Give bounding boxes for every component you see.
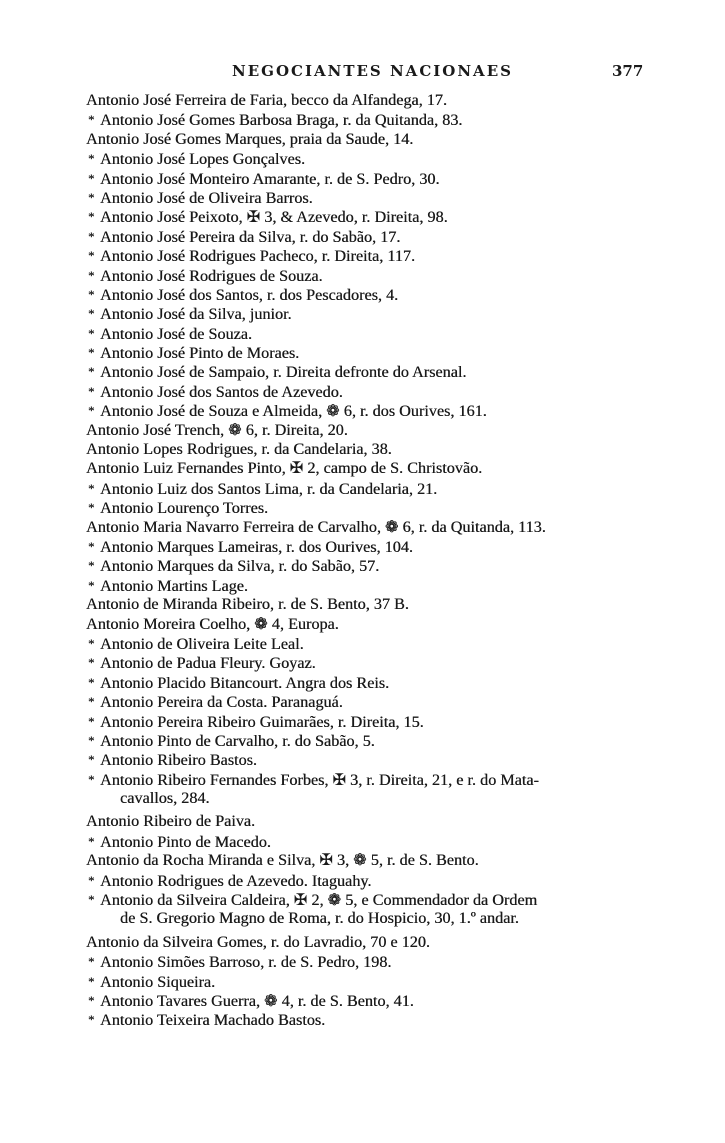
entry-text: Antonio Ribeiro de Paiva. <box>86 812 256 831</box>
list-item <box>86 362 686 381</box>
list-item <box>86 972 686 991</box>
entry-text: Antonio José de Souza. <box>100 324 252 343</box>
list-item <box>86 207 686 226</box>
asterisk-icon: * <box>88 577 95 593</box>
entry-text: Antonio Placido Bitancourt. Angra dos Reis. <box>100 673 390 692</box>
entry-text: Antonio da Silveira Gomes, r. do Lavradio, 70 e 120. <box>86 932 430 951</box>
list-item <box>86 498 686 517</box>
list-item <box>86 673 686 692</box>
entry-text: Antonio José Rodrigues Pacheco, r. Direita, 117. <box>100 247 415 266</box>
list-item <box>86 518 686 537</box>
entry-text: Antonio José Pereira da Silva, r. do Sabão, 17. <box>100 227 401 246</box>
entry-text: Antonio Pinto de Macedo. <box>100 832 271 851</box>
entry-text: Antonio José da Silva, junior. <box>100 305 292 324</box>
list-item <box>86 266 686 285</box>
asterisk-icon: * <box>88 992 95 1008</box>
entry-text: Antonio José de Oliveira Barros. <box>100 188 313 207</box>
list-item <box>86 731 686 750</box>
list-item <box>86 812 686 831</box>
entry-text: Antonio Luiz dos Santos Lima, r. da Candelaria, 21. <box>100 479 438 498</box>
section-title: NEGOCIANTES NACIONAES <box>232 62 513 80</box>
entry-text: Antonio José Trench, ❁ 6, r. Direita, 20. <box>86 420 348 439</box>
asterisk-icon: * <box>88 694 95 710</box>
asterisk-icon: * <box>88 306 95 322</box>
list-item <box>86 149 686 168</box>
list-item <box>86 382 686 401</box>
entry-text: Antonio Rodrigues de Azevedo. Itaguahy. <box>100 871 372 890</box>
asterisk-icon: * <box>88 189 95 205</box>
entry-text: Antonio José Gomes Marques, praia da Saude, 14. <box>86 129 414 148</box>
entry-text: de S. Gregorio Magno de Roma, r. do Hospicio, 30, 1.º andar. <box>120 909 519 928</box>
merchant-list <box>86 91 686 1030</box>
entry-text: Antonio Pereira Ribeiro Guimarães, r. Direita, 15. <box>100 712 424 731</box>
entry-text: Antonio Ribeiro Bastos. <box>100 751 257 770</box>
entry-text: Antonio Simões Barroso, r. de S. Pedro, 198. <box>100 953 392 972</box>
entry-text: Antonio Pereira da Costa. Paranaguá. <box>100 693 343 712</box>
asterisk-icon: * <box>88 383 95 399</box>
entry-text: Antonio da Silveira Caldeira, ✠ 2, ❁ 5, e Commendador da Ordem <box>100 891 538 910</box>
entry-text: Antonio José dos Santos de Azevedo. <box>100 382 343 401</box>
list-item <box>86 401 686 420</box>
entry-text: Antonio Siqueira. <box>100 972 216 991</box>
asterisk-icon: * <box>88 500 95 516</box>
list-item <box>86 130 686 149</box>
asterisk-icon: * <box>88 833 95 849</box>
list-item <box>86 324 686 343</box>
list-item-continuation <box>86 909 686 928</box>
list-item <box>86 871 686 890</box>
entry-text: Antonio Tavares Guerra, ❁ 4, r. de S. Bento, 41. <box>100 991 414 1010</box>
list-item <box>86 459 686 478</box>
asterisk-icon: * <box>88 872 95 888</box>
list-item <box>86 576 686 595</box>
list-item <box>86 851 686 870</box>
asterisk-icon: * <box>88 713 95 729</box>
list-item <box>86 615 686 634</box>
entry-text: Antonio José dos Santos, r. dos Pescadores, 4. <box>100 285 399 304</box>
asterisk-icon: * <box>88 267 95 283</box>
entry-text: Antonio Teixeira Machado Bastos. <box>100 1011 326 1030</box>
entry-text: Antonio de Miranda Ribeiro, r. de S. Bento, 37 B. <box>86 595 409 614</box>
asterisk-icon: * <box>88 209 95 225</box>
entry-text: Antonio José Gomes Barbosa Braga, r. da Quitanda, 83. <box>100 111 463 130</box>
entry-text: Antonio Lopes Rodrigues, r. da Candelaria, 38. <box>86 440 392 459</box>
running-header <box>0 62 725 86</box>
asterisk-icon: * <box>88 364 95 380</box>
list-item <box>86 556 686 575</box>
list-item <box>86 285 686 304</box>
page-number: 377 <box>612 62 644 80</box>
list-item <box>86 653 686 672</box>
entry-text: Antonio de Padua Fleury. Goyaz. <box>100 654 316 673</box>
list-item <box>86 595 686 614</box>
asterisk-icon: * <box>88 403 95 419</box>
asterisk-icon: * <box>88 325 95 341</box>
entry-text: Antonio Moreira Coelho, ❁ 4, Europa. <box>86 614 339 633</box>
list-item <box>86 750 686 769</box>
entry-text: Antonio José Rodrigues de Souza. <box>100 266 323 285</box>
list-item <box>86 440 686 459</box>
asterisk-icon: * <box>88 655 95 671</box>
asterisk-icon: * <box>88 1012 95 1028</box>
list-item <box>86 933 686 952</box>
asterisk-icon: * <box>88 286 95 302</box>
entry-text: Antonio Luiz Fernandes Pinto, ✠ 2, campo de S. Christovão. <box>86 459 483 478</box>
asterisk-icon: * <box>88 112 95 128</box>
entry-text: Antonio José Monteiro Amarante, r. de S. Pedro, 30. <box>100 169 440 188</box>
asterisk-icon: * <box>88 480 95 496</box>
list-item <box>86 991 686 1010</box>
entry-text: Antonio Ribeiro Fernandes Forbes, ✠ 3, r. Direita, 21, e r. do Mata- <box>100 770 539 789</box>
entry-text: Antonio de Oliveira Leite Leal. <box>100 634 304 653</box>
asterisk-icon: * <box>88 228 95 244</box>
list-item <box>86 537 686 556</box>
entry-text: Antonio Martins Lage. <box>100 576 248 595</box>
list-item <box>86 832 686 851</box>
list-item <box>86 91 686 110</box>
list-item <box>86 227 686 246</box>
asterisk-icon: * <box>88 538 95 554</box>
entry-text: Antonio José Ferreira de Faria, becco da Alfandega, 17. <box>86 91 447 109</box>
list-item <box>86 343 686 362</box>
entry-text: Antonio Marques Lameiras, r. dos Ourives, 104. <box>100 537 413 556</box>
entry-text: Antonio Pinto de Carvalho, r. do Sabão, 5. <box>100 731 375 750</box>
entry-text: Antonio Lourenço Torres. <box>100 499 269 518</box>
list-item-continuation <box>86 789 686 808</box>
entry-text: Antonio José de Sampaio, r. Direita defronte do Arsenal. <box>100 363 467 382</box>
asterisk-icon: * <box>88 752 95 768</box>
list-item <box>86 188 686 207</box>
asterisk-icon: * <box>88 345 95 361</box>
list-item <box>86 634 686 653</box>
list-item <box>86 692 686 711</box>
asterisk-icon: * <box>88 892 95 908</box>
asterisk-icon: * <box>88 248 95 264</box>
entry-text: Antonio José de Souza e Almeida, ❁ 6, r. dos Ourives, 161. <box>100 402 487 421</box>
asterisk-icon: * <box>88 635 95 651</box>
list-item <box>86 890 686 909</box>
asterisk-icon: * <box>88 954 95 970</box>
asterisk-icon: * <box>88 558 95 574</box>
entry-text: Antonio José Pinto de Moraes. <box>100 344 300 363</box>
list-item <box>86 712 686 731</box>
asterisk-icon: * <box>88 170 95 186</box>
asterisk-icon: * <box>88 771 95 787</box>
entry-text: Antonio da Rocha Miranda e Silva, ✠ 3, ❁ 5, r. de S. Bento. <box>86 851 479 870</box>
entry-text: Antonio Marques da Silva, r. do Sabão, 57. <box>100 557 380 576</box>
list-item <box>86 246 686 265</box>
asterisk-icon: * <box>88 732 95 748</box>
entry-text: Antonio José Lopes Gonçalves. <box>100 150 306 169</box>
list-item <box>86 421 686 440</box>
entry-text: cavallos, 284. <box>120 789 210 808</box>
entry-text: Antonio José Peixoto, ✠ 3, & Azevedo, r. Direita, 98. <box>100 208 448 227</box>
entry-text: Antonio Maria Navarro Ferreira de Carvalho, ❁ 6, r. da Quitanda, 113. <box>86 517 546 536</box>
asterisk-icon: * <box>88 674 95 690</box>
asterisk-icon: * <box>88 151 95 167</box>
list-item <box>86 169 686 188</box>
list-item <box>86 479 686 498</box>
list-item <box>86 952 686 971</box>
list-item <box>86 1010 686 1029</box>
list-item <box>86 770 686 789</box>
list-item <box>86 110 686 129</box>
list-item <box>86 304 686 323</box>
asterisk-icon: * <box>88 973 95 989</box>
